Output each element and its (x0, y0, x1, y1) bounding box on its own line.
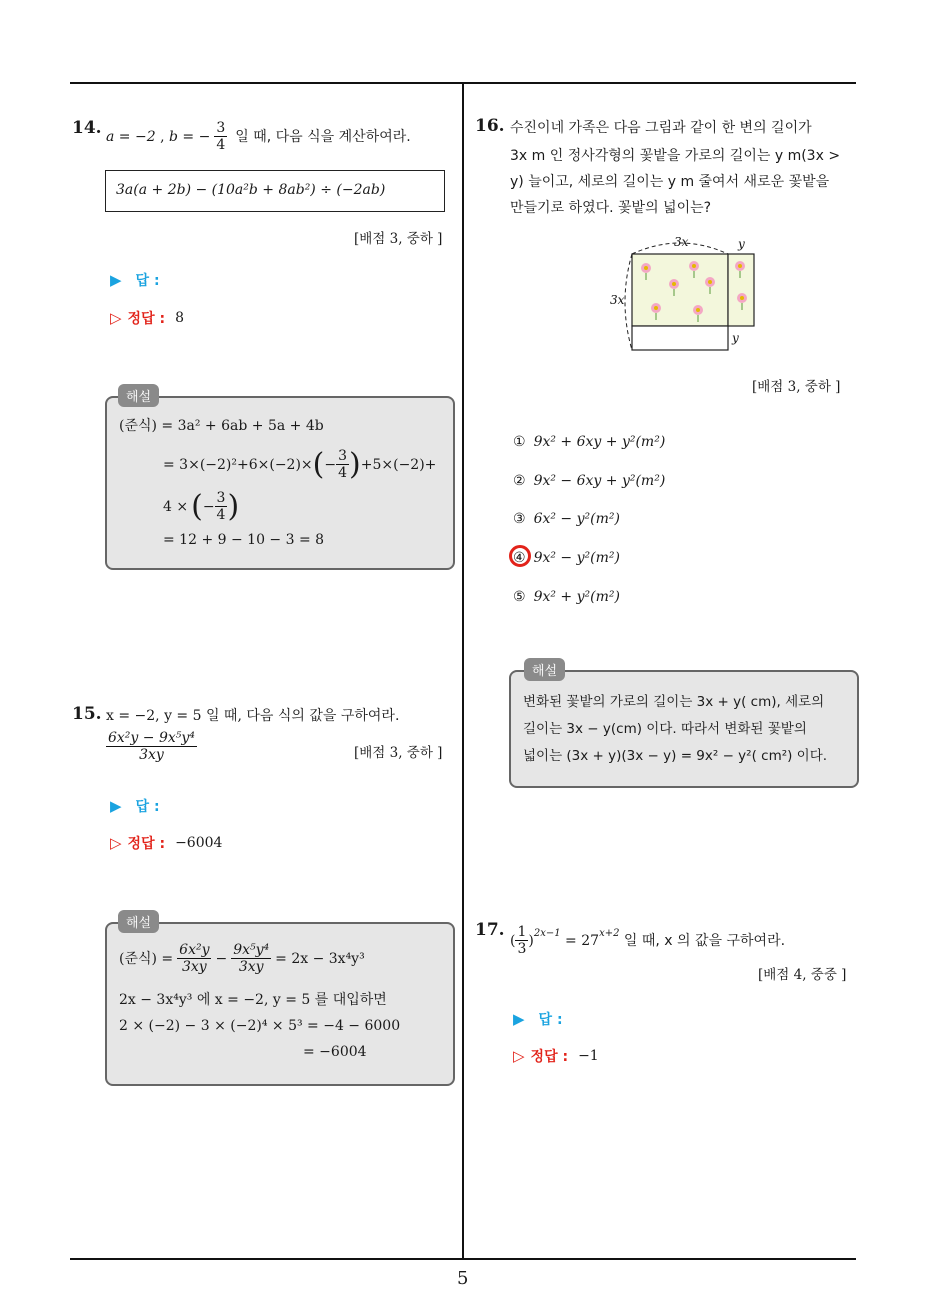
q15-frac-den: 3xy (139, 747, 164, 763)
q14-sol-line-3-paren: ( (191, 488, 203, 524)
q16-sol-line-2: 길이는 3x − y(cm) 이다. 따라서 변화된 꽃밭의 (523, 721, 807, 737)
q15-solution-box (105, 922, 455, 1086)
outline-triangle-icon: ▷ (513, 1047, 525, 1065)
q14-score: [배점 3, 중하 ] (354, 231, 443, 247)
q16-option-3-mark: ③ (513, 511, 526, 527)
q15-answer-row (110, 796, 160, 816)
q16-option-1[interactable] (513, 434, 665, 450)
q15-sol-line-1-post: = 2x − 3x⁴y³ (275, 950, 365, 967)
q16-option-2-text: 9x² − 6xy + y²(m²) (533, 473, 666, 489)
q17-paren-close: ) (528, 932, 534, 949)
q16-solution-tag: 해설 (524, 658, 565, 681)
q15-sol-line-1 (119, 942, 365, 975)
q15-number: 15. (72, 704, 102, 724)
q16-option-5-mark: ⑤ (513, 589, 526, 605)
q14-sol-line-1: (준식) = 3a² + 6ab + 5a + 4b (119, 418, 324, 434)
q16-score: [배점 3, 중하 ] (752, 379, 841, 395)
fig-label-y-top: y (738, 237, 745, 251)
q14-cond-b: b = − (168, 128, 211, 145)
q15-sol-frac-1-num: 6x²y (179, 942, 210, 958)
q15-sol-frac-1 (177, 942, 211, 975)
q17-answer-row (513, 1009, 563, 1029)
q16-number: 16. (475, 116, 505, 136)
q14-cond-a: a = −2 (106, 128, 156, 145)
fig-label-top: 3x (674, 235, 689, 249)
q15-sol-frac-2-num: 9x⁵y⁴ (233, 942, 270, 958)
q16-option-1-text: 9x² + 6xy + y²(m²) (533, 434, 666, 450)
q17-prompt-text: 일 때, x 의 값을 구하여라. (619, 932, 786, 949)
q16-option-3[interactable] (513, 511, 620, 527)
q14-correct-row (110, 308, 184, 328)
q14-prompt-text: 일 때, 다음 식을 계산하여라. (235, 128, 411, 145)
q14-prompt (106, 120, 411, 153)
q15-sol-line-4: = −6004 (303, 1044, 367, 1060)
q14-sol-line-3-paren-close: ) (227, 488, 240, 524)
q14-answer-label: 답 : (135, 273, 160, 289)
q16-sol-line-3: 넓이는 (3x + y)(3x − y) = 9x² − y²( cm²) 이다. (523, 748, 828, 764)
q15-fraction (106, 730, 197, 763)
left-dimension-arc (625, 254, 632, 350)
q17-mid: = 27 (560, 932, 600, 949)
q14-sol-line-2-sign: − (324, 456, 337, 473)
q14-sol-line-2-post: +5×(−2)+ (360, 456, 437, 473)
q14-correct-label: 정답 : (127, 311, 166, 327)
q14-sol-line-3 (163, 490, 239, 523)
column-divider (462, 82, 464, 1260)
play-triangle-icon: ▶ (110, 797, 122, 815)
play-triangle-icon: ▶ (513, 1010, 525, 1028)
q16-solution-box (509, 670, 859, 788)
q16-option-3-text: 6x² − y²(m²) (533, 511, 620, 527)
q16-option-5-text: 9x² + y²(m²) (533, 589, 620, 605)
q14-sol-line-2-pre: = 3×(−2)²+6×(−2)× (163, 456, 313, 473)
q17-answer-label: 답 : (538, 1012, 563, 1028)
q16-option-2-mark: ② (513, 473, 526, 489)
q16-option-5[interactable] (513, 589, 620, 605)
q17-exp-1: 2x−1 (533, 928, 561, 939)
q15-sol-frac-1-den: 3xy (181, 959, 207, 975)
q15-frac-num: 6x²y − 9x⁵y⁴ (108, 730, 195, 746)
q15-sol-line-1-minus: − (215, 950, 228, 967)
q15-sol-line-3: 2 × (−2) − 3 × (−2)⁴ × 5³ = −4 − 6000 (119, 1018, 401, 1034)
q16-option-1-mark: ① (513, 434, 526, 450)
q14-expression-box (105, 170, 445, 212)
q15-sol-frac-2-den: 3xy (238, 959, 264, 975)
q14-cond-sep: , (155, 128, 169, 145)
q14-solution-tag: 해설 (118, 384, 159, 407)
q14-sol-line-2 (163, 448, 436, 481)
q17-correct-row (513, 1046, 599, 1066)
q16-line-2: 3x m 인 정사각형의 꽃밭을 가로의 길이는 y m(3x > (510, 148, 841, 164)
outline-triangle-icon: ▷ (110, 309, 122, 327)
q14-answer-row (110, 270, 160, 290)
q14-solution-box (105, 396, 455, 570)
q16-option-2[interactable] (513, 473, 665, 489)
q17-correct-label: 정답 : (530, 1049, 569, 1065)
q15-sol-frac-2 (231, 942, 271, 975)
q14-sol-line-3-sign: − (202, 498, 215, 515)
q14-sol-line-3-fraction (215, 490, 228, 523)
q14-cond-b-num: 3 (216, 120, 226, 136)
q17-paren-open: ( (510, 932, 516, 949)
q17-frac-num: 1 (517, 924, 527, 940)
q17-exp-2: x+2 (599, 928, 620, 939)
red-circle-icon (509, 545, 531, 567)
q15-prompt: x = −2, y = 5 일 때, 다음 식의 값을 구하여라. (106, 708, 400, 724)
q14-sol-line-2-num: 3 (338, 448, 348, 464)
q14-sol-line-2-den: 4 (338, 465, 348, 481)
q15-score: [배점 3, 중하 ] (354, 745, 443, 761)
q17-correct-value: −1 (578, 1048, 599, 1064)
q15-sol-line-2: 2x − 3x⁴y³ 에 x = −2, y = 5 를 대입하면 (119, 992, 387, 1008)
q14-number: 14. (72, 118, 102, 138)
q15-sol-line-1-pre: (준식) = (119, 950, 174, 967)
q16-line-1: 수진이네 가족은 다음 그림과 같이 한 변의 길이가 (510, 120, 812, 136)
q14-cond-b-den: 4 (216, 137, 226, 153)
q16-line-4: 만들기로 하였다. 꽃밭의 넓이는? (510, 200, 712, 216)
q14-sol-line-2-fraction (336, 448, 349, 481)
garden-removed-strip (632, 326, 728, 350)
q15-correct-label: 정답 : (127, 836, 166, 852)
q14-sol-line-3-num: 3 (216, 490, 226, 506)
q17-fraction (515, 924, 528, 957)
q14-sol-line-3-pre: 4 × (163, 498, 189, 515)
q15-solution-tag: 해설 (118, 910, 159, 933)
q17-frac-den: 3 (517, 941, 527, 957)
q14-sol-line-2-paren-close: ) (349, 446, 361, 482)
q14-sol-line-2-paren: ( (312, 446, 325, 482)
outline-triangle-icon: ▷ (110, 834, 122, 852)
q14-expression: 3a(a + 2b) − (10a²b + 8ab²) ÷ (−2ab) (116, 182, 386, 198)
q17-prompt (510, 924, 785, 957)
fig-label-left: 3x (610, 293, 625, 307)
q14-cond-b-fraction (214, 120, 227, 153)
q16-sol-line-1: 변화된 꽃밭의 가로의 길이는 3x + y( cm), 세로의 (523, 694, 825, 710)
q14-sol-line-3-den: 4 (216, 507, 226, 523)
q15-answer-label: 답 : (135, 799, 160, 815)
q16-option-4-mark: ④ (513, 550, 526, 566)
q17-score: [배점 4, 중중 ] (758, 967, 847, 983)
q16-garden-figure (606, 230, 766, 360)
q16-option-4-text: 9x² − y²(m²) (533, 550, 620, 566)
bottom-rule (70, 1258, 856, 1260)
q15-correct-row (110, 833, 222, 853)
fig-label-y-bottom: y (732, 331, 739, 345)
q17-number: 17. (475, 920, 505, 940)
q15-correct-value: −6004 (175, 835, 223, 851)
q14-sol-line-4: = 12 + 9 − 10 − 3 = 8 (163, 532, 325, 548)
page-number: 5 (457, 1268, 469, 1289)
q16-line-3: y) 늘이고, 세로의 길이는 y m 줄여서 새로운 꽃밭을 (510, 174, 830, 190)
q15-expression (106, 730, 197, 763)
play-triangle-icon: ▶ (110, 271, 122, 289)
q14-correct-value: 8 (175, 310, 184, 326)
